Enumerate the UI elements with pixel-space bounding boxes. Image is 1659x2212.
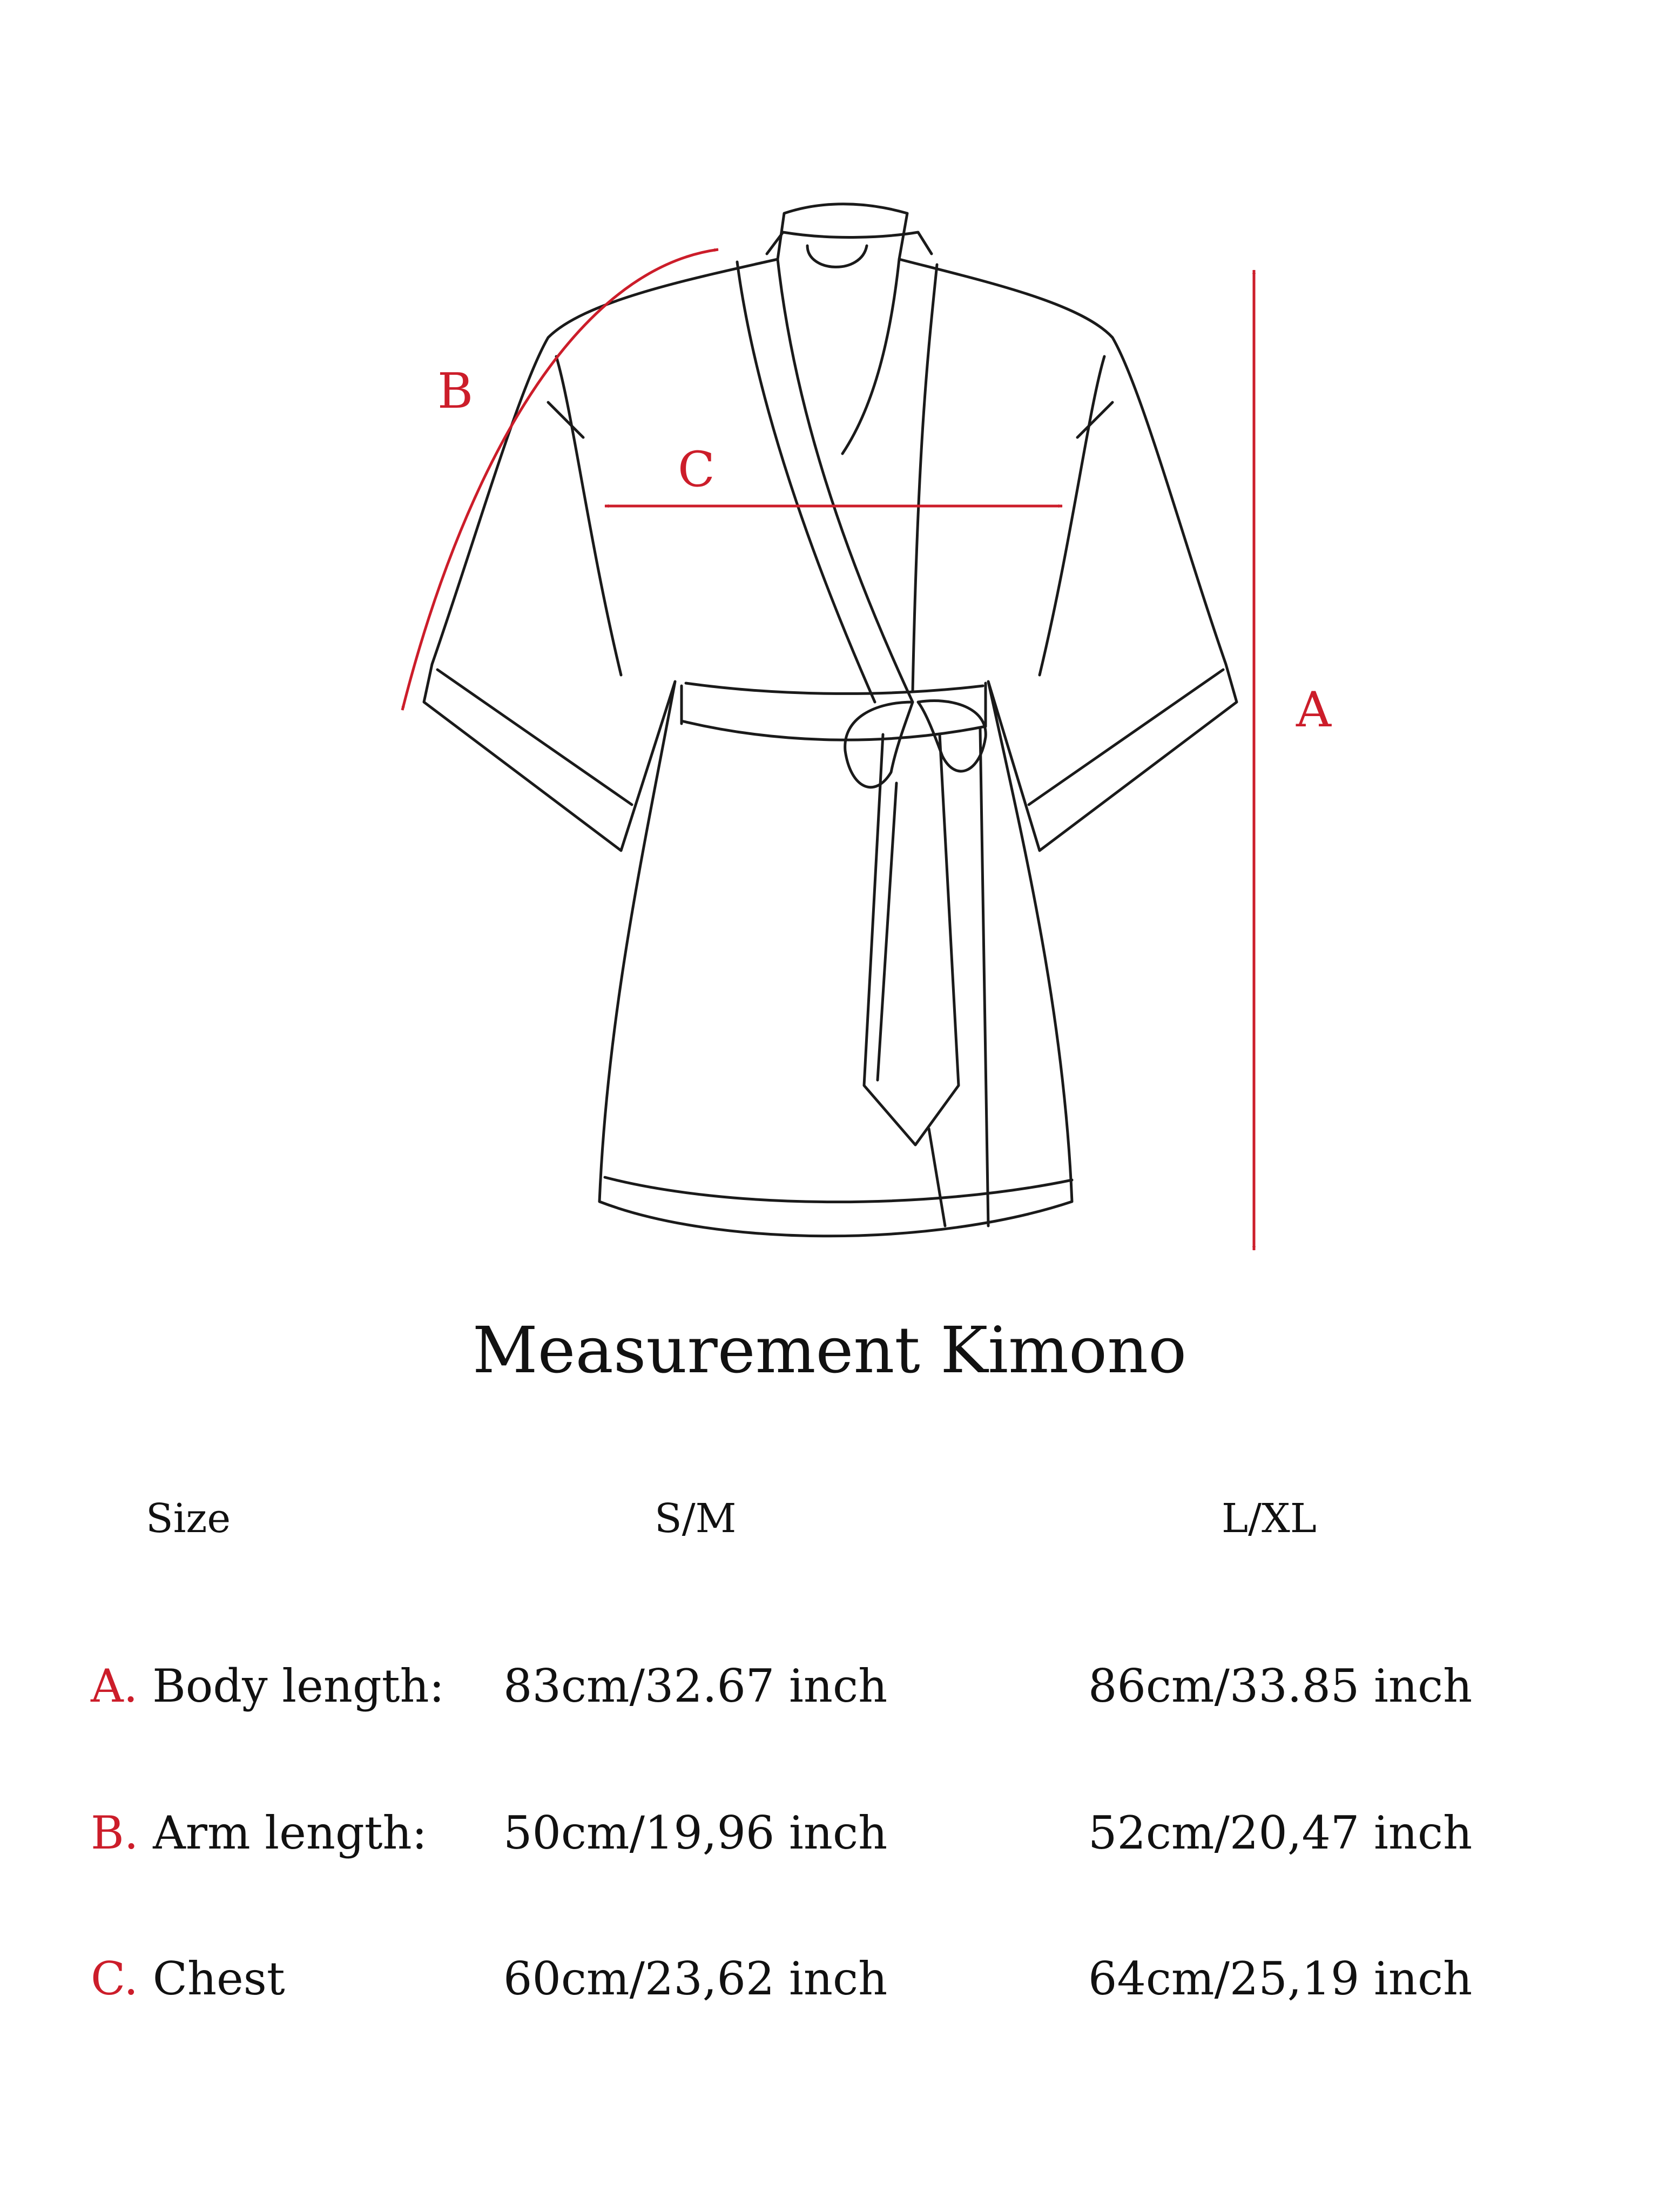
row-letter: C. [91, 1952, 138, 2005]
value-lxl: 64cm/25,19 inch [1088, 1952, 1473, 2005]
value-sm: 60cm/23,62 inch [503, 1952, 888, 2005]
marker-c-label: C [678, 441, 715, 498]
value-sm: 83cm/32.67 inch [503, 1660, 888, 1712]
table-row [91, 1660, 444, 1712]
value-sm: 50cm/19,96 inch [503, 1806, 888, 1859]
marker-a-label: A [1296, 682, 1331, 738]
value-lxl: 86cm/33.85 inch [1088, 1660, 1473, 1712]
row-letter: B. [91, 1806, 139, 1859]
row-label: Chest [152, 1952, 285, 2005]
row-letter: A. [91, 1660, 138, 1712]
row-label: Arm length: [153, 1806, 427, 1859]
table-row [91, 1806, 427, 1859]
row-label: Body length: [152, 1660, 444, 1712]
measurement-arrows [402, 249, 1254, 1250]
arrow-b [402, 249, 718, 710]
header-size: Size [146, 1495, 231, 1542]
header-lxl: L/XL [1222, 1495, 1317, 1542]
value-lxl: 52cm/20,47 inch [1088, 1806, 1473, 1859]
table-row [91, 1952, 285, 2005]
page-title: Measurement Kimono [472, 1313, 1187, 1387]
marker-b-label: B [437, 363, 474, 420]
kimono-outline [424, 204, 1237, 1236]
header-sm: S/M [655, 1495, 737, 1542]
